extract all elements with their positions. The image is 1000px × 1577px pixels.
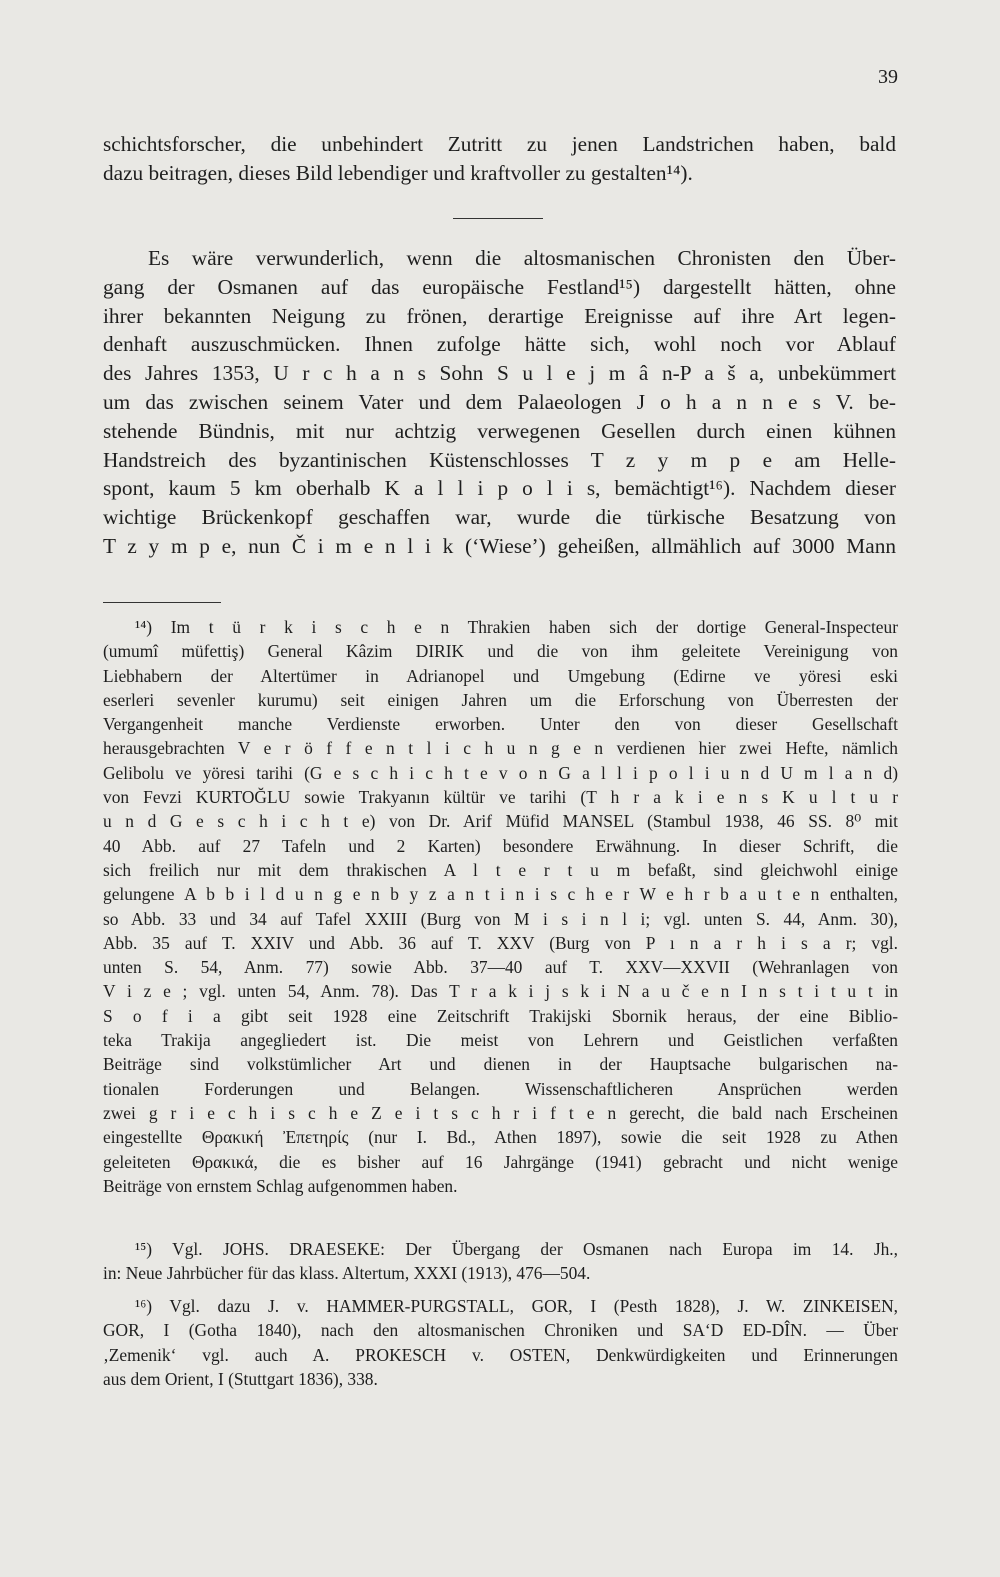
footnote-line: 40 Abb. auf 27 Tafeln und 2 Karten) besondere Erwähnung. In dieser Schrift, die xyxy=(103,835,898,856)
text-line: T z y m p e, nun Č i m e n l i k (‘Wiese’) geheißen, allmählich auf 3000 Mann xyxy=(103,533,896,558)
footnote-line: teka Trakija angegliedert ist. Die meist von Lehrern und Geistlichen verfaßten xyxy=(103,1030,898,1051)
footnote-line: S o f i a gibt seit 1928 eine Zeitschrift Trakijski Sbornik heraus, der eine Biblio- xyxy=(103,1005,898,1026)
footnote-line: Abb. 35 auf T. XXIV und Abb. 36 auf T. XXV (Burg von P ı n a r h i s a r; vgl. xyxy=(103,932,898,953)
footnote-line: so Abb. 33 und 34 auf Tafel XXIII (Burg von M i s i n l i; vgl. unten S. 44, Anm. 30), xyxy=(103,908,898,929)
footnote-line: ‚Zemenik‘ vgl. auch A. PROKESCH v. OSTEN, Denkwürdigkeiten und Erinnerungen xyxy=(103,1344,898,1365)
footnote-line: geleiteten Θρακικά, die es bisher auf 16 Jahrgänge (1941) gebracht und nicht wenige xyxy=(103,1151,898,1172)
footnote-line: in: Neue Jahrbücher für das klass. Altertum, XXXI (1913), 476—504. xyxy=(103,1263,591,1284)
text-line: Es wäre verwunderlich, wenn die altosmanischen Chronisten den Über- xyxy=(148,246,896,270)
text-line: Handstreich des byzantinischen Küstenschlosses T z y m p e am Helle- xyxy=(103,447,896,472)
footnote-line: GOR, I (Gotha 1840), nach den altosmanischen Chroniken und SA‘D ED-DÎN. — Über xyxy=(103,1320,898,1341)
footnote-line: Beiträge sind volkstümlicher Art und dienen in der Hauptsache bulgarischen na- xyxy=(103,1054,898,1075)
footnote-line: V i z e ; vgl. unten 54, Anm. 78). Das T r a k i j s k i N a u č e n I n s t i t u t in xyxy=(103,981,898,1002)
footnote-line: tionalen Forderungen und Belangen. Wissenschaftlicheren Ansprüchen werden xyxy=(103,1078,898,1099)
text-line: um das zwischen seinem Vater und dem Palaeologen J o h a n n e s V. be- xyxy=(103,389,896,414)
footnote-line: zwei g r i e c h i s c h e Z e i t s c h r i f t e n gerecht, die bald nach Erscheinen xyxy=(103,1102,898,1123)
section-separator xyxy=(453,218,543,219)
footnote-line: eingestellte Θρακική Ἐπετηρίς (nur I. Bd., Athen 1897), sowie die seit 1928 zu Athen xyxy=(103,1127,898,1148)
footnote-line: ¹⁶) Vgl. dazu J. v. HAMMER-PURGSTALL, GOR, I (Pesth 1828), J. W. ZINKEISEN, xyxy=(135,1296,898,1316)
footnote-line: herausgebrachten V e r ö f f e n t l i c h u n g e n verdienen hier zwei Hefte, nämlich xyxy=(103,738,898,759)
body-paragraph-continuation xyxy=(103,130,896,188)
text-line: spont, kaum 5 km oberhalb K a l l i p o l i s, bemächtigt¹⁶). Nachdem dieser xyxy=(103,476,896,501)
footnote-line: sich freilich nur mit dem thrakischen A l t e r t u m befaßt, sind gleichwohl einige xyxy=(103,859,898,880)
footnote-separator xyxy=(103,602,221,603)
footnote-line: ¹⁴) Im t ü r k i s c h e n Thrakien haben sich der dortige General-Inspecteur xyxy=(135,617,898,637)
footnote-line: (umumî müfettiş) General Kâzim DIRIK und die von ihm geleitete Vereinigung von xyxy=(103,641,898,662)
text-line: dazu beitragen, dieses Bild lebendiger und kraftvoller zu gestalten¹⁴). xyxy=(103,160,693,185)
page-number: 39 xyxy=(878,66,898,88)
text-line: stehende Bündnis, mit nur achtzig verwegenen Gesellen durch einen kühnen xyxy=(103,418,896,443)
footnote-line: Beiträge von ernstem Schlag aufgenommen haben. xyxy=(103,1175,458,1196)
text-line: ihrer bekannten Neigung zu frönen, derartige Ereignisse auf ihre Art legen- xyxy=(103,303,896,328)
text-line: wichtige Brückenkopf geschaffen war, wurde die türkische Besatzung von xyxy=(103,505,896,530)
footnote-line: aus dem Orient, I (Stuttgart 1836), 338. xyxy=(103,1368,378,1389)
footnote-15 xyxy=(103,1237,898,1286)
footnote-line: von Fevzi KURTOĞLU sowie Trakyanın kültür ve tarihi (T h r a k i e n s K u l t u r xyxy=(103,787,898,808)
footnote-line: u n d G e s c h i c h t e) von Dr. Arif Müfid MANSEL (Stambul 1938, 46 SS. 8⁰ mit xyxy=(103,811,898,832)
footnote-line: unten S. 54, Anm. 77) sowie Abb. 37—40 auf T. XXV—XXVII (Wehranlagen von xyxy=(103,957,898,978)
footnote-line: ¹⁵) Vgl. JOHS. DRAESEKE: Der Übergang der Osmanen nach Europa im 14. Jh., xyxy=(135,1239,898,1259)
footnote-line: Vergangenheit manche Verdienste erworben. Unter den von dieser Gesellschaft xyxy=(103,714,898,735)
footnote-line: gelungene A b b i l d u n g e n b y z a n t i n i s c h e r W e h r b a u t e n enthalten, xyxy=(103,884,898,905)
text-line: des Jahres 1353, U r c h a n s Sohn S u l e j m â n-P a š a, unbekümmert xyxy=(103,361,896,386)
footnote-line: eserleri sevenler kurumu) seit einigen Jahren um die Erforschung von Überresten der xyxy=(103,689,898,710)
text-line: denhaft auszuschmücken. Ihnen zufolge hätte sich, wohl noch vor Ablauf xyxy=(103,332,896,357)
body-paragraph xyxy=(103,244,896,561)
footnote-line: Liebhabern der Altertümer in Adrianopel und Umgebung (Edirne ve yöresi eski xyxy=(103,665,898,686)
text-line: gang der Osmanen auf das europäische Festland¹⁵) dargestellt hätten, ohne xyxy=(103,274,896,299)
footnote-14 xyxy=(103,615,898,1198)
text-line: schichtsforscher, die unbehindert Zutritt zu jenen Landstrichen haben, bald xyxy=(103,132,896,156)
footnote-line: Gelibolu ve yöresi tarihi (G e s c h i c h t e v o n G a l l i p o l i u n d U m l a n d) xyxy=(103,762,898,783)
footnote-16 xyxy=(103,1294,898,1391)
